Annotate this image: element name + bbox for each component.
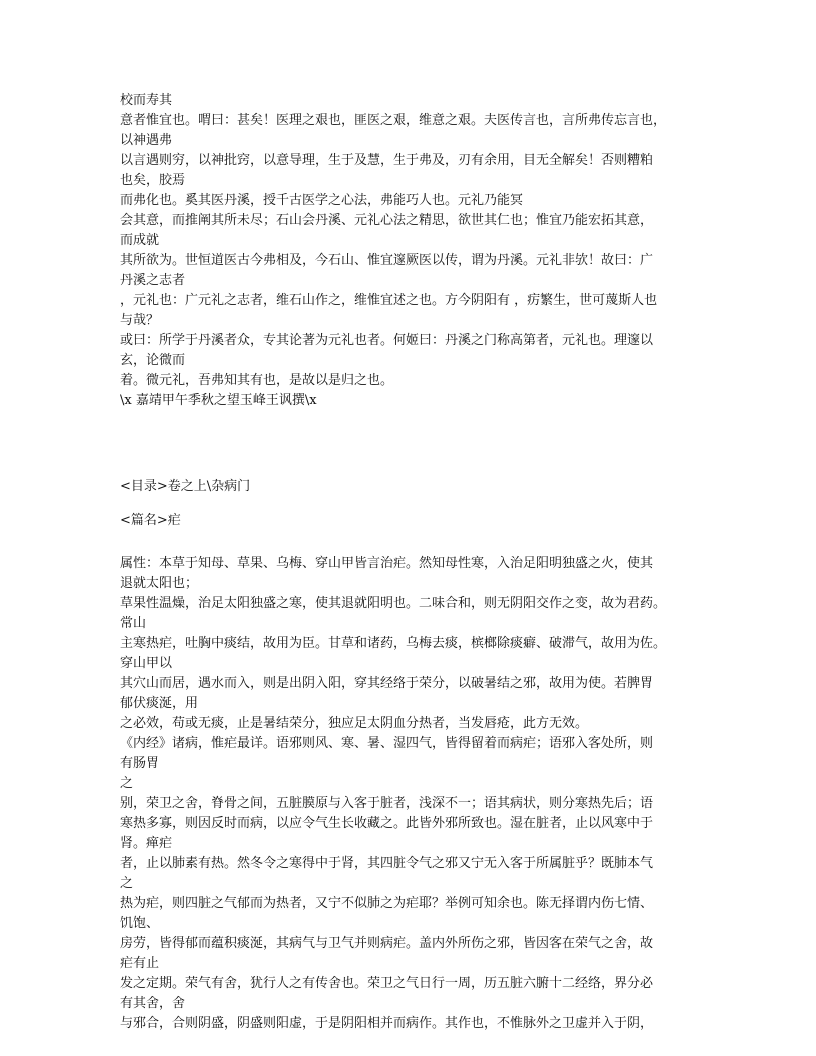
text-line: 退就太阳也； xyxy=(120,576,199,591)
text-line: 以言遇则穷，以神批窍，以意导理，生于及慧，生于弗及，刃有余用，目无全解矣！否则糟粕 xyxy=(120,153,654,168)
text-line: 属性：本草于知母、草果、乌梅、穿山甲皆言治疟。然知母性寒，入治足阳明独盛之火，使其 xyxy=(120,556,654,571)
text-line: 也矣，胶焉 xyxy=(120,173,186,188)
text-line: 校而寿其 xyxy=(120,93,173,108)
text-line: 会其意，而推阐其所未尽；石山会丹溪、元礼心法之精思，欲世其仁也；惟宜乃能宏拓其意， xyxy=(120,213,654,228)
text-line: 《内经》诸病，惟疟最详。语邪则风、寒、暑、湿四气，皆得留着而病疟；语邪入客处所，则 xyxy=(120,736,654,751)
text-line: 肾。瘅疟 xyxy=(120,836,173,851)
text-line: 其所欲为。世恒道医古今弗相及，今石山、惟宜邃厥医以传，谓为丹溪。元礼非欤！故曰：广 xyxy=(120,253,654,268)
text-line: 草果性温燥，治足太阳独盛之寒，使其退就阳明也。二味合和，则无阴阳交作之变，故为君药。 xyxy=(120,596,667,611)
body-section xyxy=(120,554,696,1034)
text-line: 其穴山而居，遇水而入，则是出阴入阳，穿其经络于荣分，以破暑结之邪，故用为使。若脾胃 xyxy=(120,676,654,691)
section-gap xyxy=(120,411,696,477)
document-page xyxy=(120,91,696,1034)
text-line: 穿山甲以 xyxy=(120,656,173,671)
text-line: 饥饱、 xyxy=(120,916,160,931)
text-line: 或曰：所学于丹溪者众，专其论著为元礼也者。何姬曰：丹溪之门称高第者，元礼也。理邃以 xyxy=(120,333,654,348)
text-line: 房劳，皆得郁而蕴积痰涎，其病气与卫气并则病疟。盖内外所伤之邪，皆因客在荣气之舍，故 xyxy=(120,936,654,951)
text-line: 主寒热疟，吐胸中痰结，故用为臣。甘草和诸药，乌梅去痰，槟榔除痰癖、破滞气，故用为佐。 xyxy=(120,636,667,651)
text-line: 玄，论微而 xyxy=(120,353,186,368)
toc-heading: <目录>卷之上\杂病门 xyxy=(120,479,251,494)
text-line: 而弗化也。奚其医丹溪，授千古医学之心法，弗能巧人也。元礼乃能冥 xyxy=(120,193,524,208)
text-line: 热为疟，则四脏之气郁而为热者，又宁不似肺之为疟耶？举例可知余也。陈无择谓内伤七情、 xyxy=(120,896,654,911)
text-line: 寒热多寡，则因反时而病，以应令气生长收藏之。此皆外邪所致也。湿在脏者，止以风寒中于 xyxy=(120,816,654,831)
text-line: 着。微元礼，吾弗知其有也，是故以是归之也。 xyxy=(120,373,394,388)
text-line: 有肠胃 xyxy=(120,756,160,771)
text-line: 常山 xyxy=(120,616,147,631)
text-line: 疟有止 xyxy=(120,956,160,971)
text-line: ，元礼也：广元礼之志者，维石山作之，维惟宜述之也。方今阴阳有 ，疠繁生，世可蔑斯人也 xyxy=(120,293,658,308)
text-line: 别，荣卫之舍，脊骨之间，五脏膜原与入客于脏者，浅深不一；语其病状，则分寒热先后；语 xyxy=(120,796,654,811)
text-line: \x 嘉靖甲午季秋之望玉峰王讽撰\x xyxy=(120,393,317,408)
text-line: 而成就 xyxy=(120,233,160,248)
heading-gap xyxy=(120,531,696,554)
heading-gap xyxy=(120,497,696,511)
text-line: 意者惟宜也。喟曰：甚矣！医理之艰也，匪医之艰，维意之艰。夫医传言也，言所弗传忘言也， xyxy=(120,113,667,128)
preface-section xyxy=(120,91,696,411)
text-line: 者，止以肺素有热。然冬令之寒得中于肾，其四脏令气之邪又宁无入客于所属脏乎？既肺本气 xyxy=(120,856,654,871)
text-line: 以神遇弗 xyxy=(120,133,173,148)
text-line: 之必效，苟或无痰，止是暑结荣分，独应足太阴血分热者，当发唇疮，此方无效。 xyxy=(120,716,589,731)
text-line: 与哉？ xyxy=(120,313,160,328)
text-line: 郁伏痰涎，用 xyxy=(120,696,199,711)
text-line: 之 xyxy=(120,776,134,791)
text-line: 之 xyxy=(120,876,134,891)
text-line: 与邪合，合则阴盛，阴盛则阳虚，于是阴阳相并而病作。其作也，不惟脉外之卫虚并入于阴， xyxy=(120,1016,654,1031)
text-line: 有其舍，舍 xyxy=(120,996,186,1011)
text-line: 丹溪之志者 xyxy=(120,273,186,288)
text-line: 发之定期。荣气有舍，犹行人之有传舍也。荣卫之气日行一周，历五脏六腑十二经络，界分必 xyxy=(120,976,654,991)
chapter-heading: <篇名>疟 xyxy=(120,513,181,528)
